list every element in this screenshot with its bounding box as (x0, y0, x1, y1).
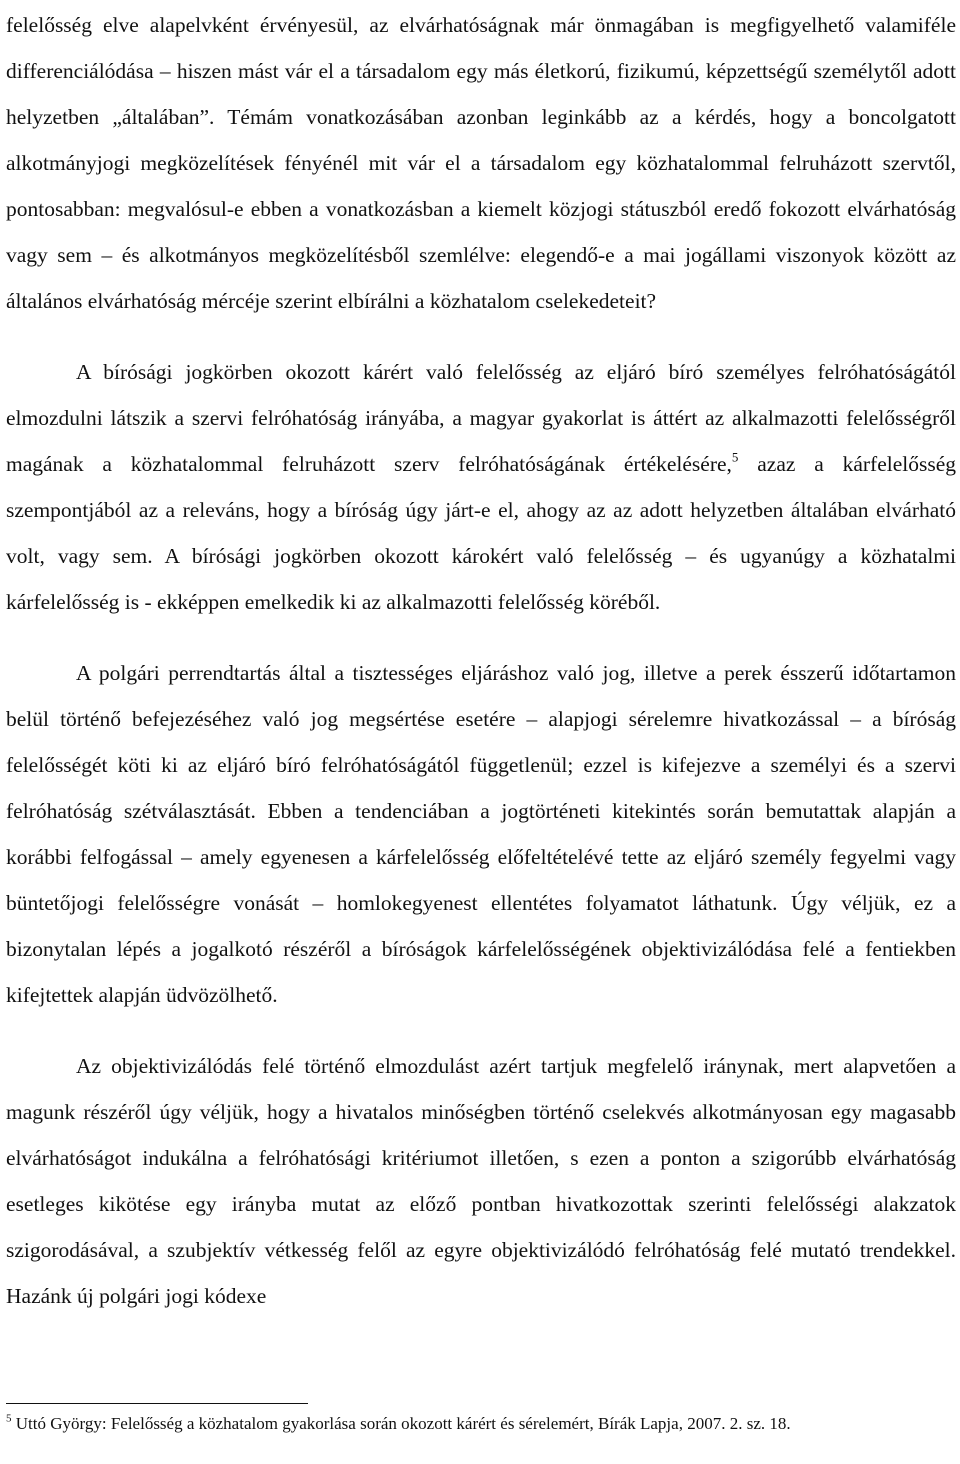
footnote-reference: 5 (731, 449, 739, 465)
footnote (6, 1412, 956, 1436)
paragraph-2-text-before: A bírósági jogkörben okozott kárért való felelősség az eljáró bíró személyes felróhatóságától elmozdulni látszik a szervi felróhatóság irányába, a magyar gyakorlat is áttért az alkalmazotti felelősségről magának a közhatalommal felruházott szerv felróhatóságának értékelésére, (6, 360, 956, 476)
footnote-divider (6, 1403, 308, 1404)
paragraph-1: felelősség elve alapelvként érvényesül, az elvárhatóságnak már önmagában is megfigyelhető valamiféle differenciálódása – hiszen mást vár el a társadalom egy más életkorú, fizikumú, képzettségű személytől adott helyzetben „általában”. Témám vonatkozásában azonban leginkább az a kérdés, hogy a boncolgatott alkotmányjogi megközelítések fényénél mit vár el a társadalom egy közhatalommal felruházott szervtől, pontosabban: megvalósul-e ebben a vonatkozásban a kiemelt közjogi státuszból eredő fokozott elvárhatóság vagy sem – és alkotmányos megközelítésből szemlélve: elegendő-e a mai jogállami viszonyok között az általános elvárhatóság mércéje szerint elbírálni a közhatalom cselekedeteit? (6, 13, 956, 313)
paragraph-4: Az objektivizálódás felé történő elmozdulást azért tartjuk megfelelő iránynak, mert alapvetően a magunk részéről úgy véljük, hogy a hivatalos minőségben történő cselekvés alkotmányosan egy magasabb elvárhatóságot indukálna a felróhatósági kritériumot illetően, s ezen a ponton a szigorúbb elvárhatóság esetleges kikötése egy irányba mutat az előző pontban hivatkozottak szerinti felelősségi alakzatok szigorodásával, a szubjektív vétkesség felől az egyre objektivizálódó felróhatóság felé mutató trendekkel. Hazánk új polgári jogi kódexe (6, 1054, 956, 1308)
paragraph-3: A polgári perrendtartás által a tisztességes eljáráshoz való jog, illetve a perek ésszerű időtartamon belül történő befejezéséhez való jog megsértése esetére – alapjogi sérelemre hivatkozással – a bíróság felelősségét köti ki az eljáró bíró felróhatóságától függetlenül; ezzel is kifejezve a személyi és a szervi felróhatóság szétválasztását. Ebben a tendenciában a jogtörténeti kitekintés során bemutattak alapján a korábbi felfogással – amely egyenesen a kárfelelősség előfeltételévé tette az eljáró személy fegyelmi vagy büntetőjogi felelősségre vonását – homlokegyenest ellentétes folyamatot láthatunk. Úgy véljük, ez a bizonytalan lépés a jogalkotó részéről a bíróságok kárfelelősségének objektivizálódása felé a fentiekben kifejtettek alapján üdvözölhető. (6, 661, 956, 1007)
footnote-number: 5 (6, 1412, 12, 1425)
paragraph-2 (6, 349, 956, 625)
paragraph-2-text-after: azaz a kárfelelősség szempontjából az a releváns, hogy a bíróság úgy járt-e el, ahogy az az adott helyzetben általában elvárható volt, vagy sem. A bírósági jogkörben okozott károkért való felelősség – és ugyanúgy a közhatalmi kárfelelősség is - ekképpen emelkedik ki az alkalmazotti felelősség köréből. (6, 452, 956, 614)
document-body (6, 0, 956, 1319)
footnote-text: Uttó György: Felelősség a közhatalom gyakorlása során okozott kárért és sérelemért, Bírák Lapja, 2007. 2. sz. 18. (15, 1414, 791, 1433)
